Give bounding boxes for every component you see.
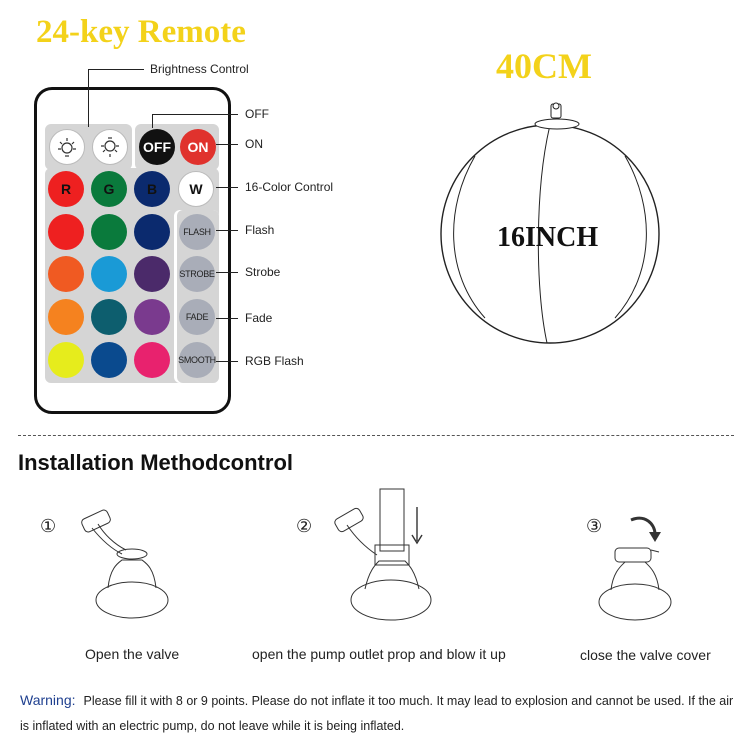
red-button[interactable]: R (48, 171, 84, 207)
size-title: 40CM (496, 46, 592, 86)
rgb-flash-callout: RGB Flash (245, 354, 304, 368)
color-button[interactable] (134, 342, 170, 378)
color-button[interactable] (91, 256, 127, 292)
warning-block (20, 688, 735, 739)
color-button[interactable] (48, 342, 84, 378)
color-button[interactable] (91, 214, 127, 250)
color-button[interactable] (48, 214, 84, 250)
callout-line (88, 69, 89, 127)
remote-title: 24-key Remote (36, 14, 246, 50)
inch-label: 16INCH (497, 222, 599, 253)
white-button[interactable]: W (178, 171, 214, 207)
color-button[interactable] (91, 299, 127, 335)
callout-line (88, 69, 144, 70)
fade-callout: Fade (245, 311, 273, 325)
color-button[interactable] (134, 214, 170, 250)
callout-line (216, 361, 238, 362)
valve-open-illustration (70, 508, 190, 628)
bulb-up-icon (56, 136, 78, 158)
callout-line (216, 187, 238, 188)
install-title: Installation Methodcontrol (18, 450, 293, 475)
flash-button[interactable]: FLASH (179, 214, 215, 250)
callout-line (216, 318, 238, 319)
color-button[interactable] (134, 299, 170, 335)
remote-control (34, 87, 231, 414)
brightness-up-button[interactable] (49, 129, 85, 165)
off-callout: OFF (245, 107, 269, 121)
callout-line (152, 114, 153, 128)
step-2-number: ② (296, 516, 313, 536)
green-button[interactable]: G (91, 171, 127, 207)
callout-line (216, 230, 238, 231)
brightness-callout: Brightness Control (150, 62, 249, 76)
callout-line (216, 272, 238, 273)
callout-line (152, 114, 238, 115)
color-callout: 16-Color Control (245, 180, 334, 194)
on-button[interactable]: ON (180, 129, 216, 165)
smooth-button[interactable]: SMOOTH (179, 342, 215, 378)
bulb-down-icon (99, 136, 121, 158)
color-button[interactable] (48, 256, 84, 292)
strobe-button[interactable]: STROBE (179, 256, 215, 292)
flash-callout: Flash (245, 223, 275, 237)
step-2-label: open the pump outlet prop and blow it up (252, 646, 506, 662)
warning-text: Please fill it with 8 or 9 points. Please do not inflate it too much. It may lead to explosion and cannot be used. If the air is inflated with an electric pump, do not leave while it is being inflated. (20, 694, 734, 733)
color-button[interactable] (48, 299, 84, 335)
on-callout: ON (245, 137, 263, 151)
step-1-label: Open the valve (85, 646, 180, 662)
step-3-number: ③ (586, 516, 603, 536)
blue-button[interactable]: B (134, 171, 170, 207)
callout-line (216, 144, 238, 145)
off-button[interactable]: OFF (139, 129, 175, 165)
fade-button[interactable]: FADE (179, 299, 215, 335)
color-button[interactable] (91, 342, 127, 378)
valve-close-illustration (595, 510, 685, 630)
step-1-number: ① (40, 516, 57, 536)
color-button[interactable] (134, 256, 170, 292)
section-divider (18, 435, 734, 436)
brightness-down-button[interactable] (92, 129, 128, 165)
pump-inflate-illustration (325, 485, 455, 630)
warning-label: Warning: (20, 692, 76, 708)
strobe-callout: Strobe (245, 265, 281, 279)
step-3-label: close the valve cover (580, 647, 711, 663)
